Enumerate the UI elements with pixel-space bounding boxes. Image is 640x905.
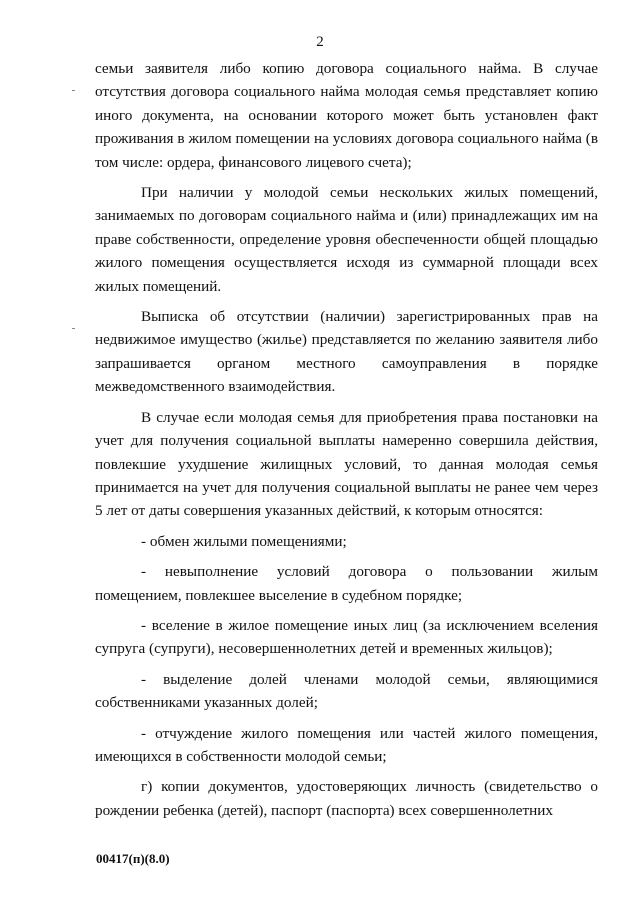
page-number: 2 xyxy=(316,34,324,50)
scan-mark xyxy=(72,328,75,329)
list-item-moving-in: - вселение в жилое помещение иных лиц (за исключением вселения супруга (супруги), несовершеннолетних детей и временных жильцов); xyxy=(95,616,598,658)
scan-mark xyxy=(72,90,75,91)
paragraph-identity-documents: г) копии документов, удостоверяющих личность (свидетельство о рождении ребенка (детей), паспорт (паспорта) всех совершеннолетних xyxy=(95,778,598,819)
paragraph-deliberate-worsening: В случае если молодая семья для приобретения права постановки на учет для получения социальной выплаты намеренно совершила действия, повлекшие ухудшение жилищных условий, то данная молодая семья принимается на учет для получения социальной выплаты не ранее чем через 5 лет от даты совершения указанных действий, к которым относятся: xyxy=(95,408,598,520)
paragraph-property-extract: Выписка об отсутствии (наличии) зарегистрированных прав на недвижимое имущество (жилье) представляется по желанию заявителя либо запрашивается органом местного самоуправления в порядке межведомственного взаимодействия. xyxy=(95,308,598,396)
list-item-share-allocation: - выделение долей членами молодой семьи, являющимися собственниками указанных долей; xyxy=(95,670,598,712)
list-item-alienation: - отчуждение жилого помещения или частей жилого помещения, имеющихся в собственности молодой семьи; xyxy=(95,724,598,765)
paragraph-continuation: семьи заявителя либо копию договора социального найма. В случае отсутствия договора социального найма молодая семья представляет копию иного документа, на основании которого может быть установлен факт проживания в жилом помещении на условиях договора социального найма (в том числе: ордера, финансового лицевого счета); xyxy=(95,60,598,171)
list-item-exchange: - обмен жилыми помещениями; xyxy=(141,532,347,550)
paragraph-multiple-dwellings: При наличии у молодой семьи нескольких жилых помещений, занимаемых по договорам социального найма и (или) принадлежащих им на праве собственности, определение уровня обеспеченности общей площадью жилого помещения осуществляется исходя из суммарной площади всех жилых помещений. xyxy=(95,184,598,295)
footer-form-code: 00417(п)(8.0) xyxy=(96,851,170,866)
document-body xyxy=(95,57,598,829)
list-item-eviction: - невыполнение условий договора о пользовании жилым помещением, повлекшее выселение в судебном порядке; xyxy=(95,563,598,604)
